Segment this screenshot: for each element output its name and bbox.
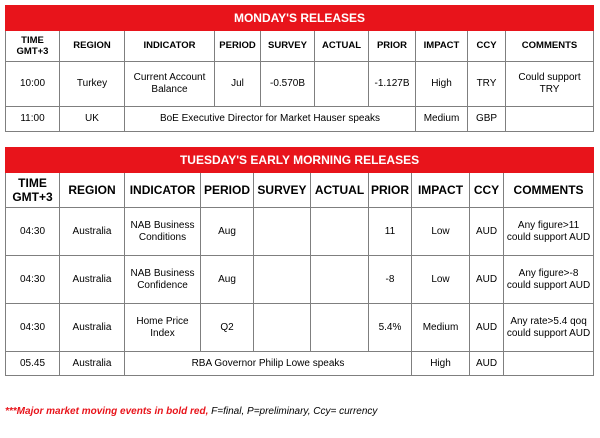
cell-speech-event: BoE Executive Director for Market Hauser speaks: [125, 107, 416, 132]
cell-region: Australia: [60, 256, 125, 304]
cell-time: 05.45: [6, 352, 60, 376]
header-period: PERIOD: [201, 173, 254, 208]
cell-ccy: GBP: [468, 107, 506, 132]
cell-ccy: AUD: [470, 352, 504, 376]
cell-period: Jul: [215, 62, 261, 107]
header-comments: COMMENTS: [504, 173, 594, 208]
cell-survey: [254, 208, 311, 256]
table-row: [6, 208, 594, 256]
cell-actual: [315, 62, 369, 107]
header-prior: PRIOR: [369, 173, 412, 208]
tuesday-releases-table: [5, 147, 594, 376]
header-time: TIME GMT+3: [6, 173, 60, 208]
cell-comments: Could support TRY: [506, 62, 594, 107]
footnote-emphasis: ***Major market moving events in bold red,: [5, 406, 209, 417]
table-row: [6, 62, 594, 107]
cell-period: Aug: [201, 208, 254, 256]
cell-comments: Any rate>5.4 qoq could support AUD: [504, 304, 594, 352]
header-time: TIME GMT+3: [6, 31, 60, 62]
cell-indicator: Home Price Index: [125, 304, 201, 352]
tuesday-header-row: [6, 173, 594, 208]
header-survey: SURVEY: [261, 31, 315, 62]
cell-prior: -8: [369, 256, 412, 304]
cell-ccy: TRY: [468, 62, 506, 107]
cell-survey: -0.570B: [261, 62, 315, 107]
header-indicator: INDICATOR: [125, 31, 215, 62]
cell-time: 04:30: [6, 256, 60, 304]
cell-prior: -1.127B: [369, 62, 416, 107]
cell-impact: Low: [412, 208, 470, 256]
header-indicator: INDICATOR: [125, 173, 201, 208]
cell-time: 04:30: [6, 304, 60, 352]
cell-comments: [506, 107, 594, 132]
speech-row: [6, 352, 594, 376]
cell-ccy: AUD: [470, 208, 504, 256]
cell-comments: Any figure>11 could support AUD: [504, 208, 594, 256]
tuesday-title: TUESDAY'S EARLY MORNING RELEASES: [6, 148, 594, 173]
table-row: [6, 256, 594, 304]
cell-ccy: AUD: [470, 256, 504, 304]
cell-speech-event: RBA Governor Philip Lowe speaks: [125, 352, 412, 376]
header-ccy: CCY: [468, 31, 506, 62]
legend-footnote: [5, 406, 377, 417]
header-actual: ACTUAL: [311, 173, 369, 208]
speech-row: [6, 107, 594, 132]
header-region: REGION: [60, 173, 125, 208]
cell-impact: High: [416, 62, 468, 107]
cell-time: 04:30: [6, 208, 60, 256]
cell-time: 11:00: [6, 107, 60, 132]
header-period: PERIOD: [215, 31, 261, 62]
cell-time: 10:00: [6, 62, 60, 107]
monday-releases-table: [5, 5, 594, 132]
monday-header-row: [6, 31, 594, 62]
cell-region: Australia: [60, 304, 125, 352]
cell-indicator: NAB Business Conditions: [125, 208, 201, 256]
cell-actual: [311, 304, 369, 352]
cell-comments: Any figure>-8 could support AUD: [504, 256, 594, 304]
cell-period: Aug: [201, 256, 254, 304]
cell-period: Q2: [201, 304, 254, 352]
cell-region: UK: [60, 107, 125, 132]
header-ccy: CCY: [470, 173, 504, 208]
cell-region: Australia: [60, 352, 125, 376]
cell-comments: [504, 352, 594, 376]
cell-actual: [311, 256, 369, 304]
footnote-legend: F=final, P=preliminary, Ccy= currency: [208, 406, 378, 417]
cell-actual: [311, 208, 369, 256]
cell-impact: Medium: [416, 107, 468, 132]
header-comments: COMMENTS: [506, 31, 594, 62]
header-impact: IMPACT: [412, 173, 470, 208]
cell-prior: 5.4%: [369, 304, 412, 352]
cell-indicator: NAB Business Confidence: [125, 256, 201, 304]
cell-region: Australia: [60, 208, 125, 256]
cell-region: Turkey: [60, 62, 125, 107]
cell-survey: [254, 256, 311, 304]
cell-ccy: AUD: [470, 304, 504, 352]
header-region: REGION: [60, 31, 125, 62]
header-survey: SURVEY: [254, 173, 311, 208]
cell-impact: Medium: [412, 304, 470, 352]
cell-indicator: Current Account Balance: [125, 62, 215, 107]
cell-prior: 11: [369, 208, 412, 256]
cell-impact: Low: [412, 256, 470, 304]
header-prior: PRIOR: [369, 31, 416, 62]
table-row: [6, 304, 594, 352]
cell-survey: [254, 304, 311, 352]
cell-impact: High: [412, 352, 470, 376]
header-actual: ACTUAL: [315, 31, 369, 62]
header-impact: IMPACT: [416, 31, 468, 62]
monday-title: MONDAY'S RELEASES: [6, 6, 594, 31]
